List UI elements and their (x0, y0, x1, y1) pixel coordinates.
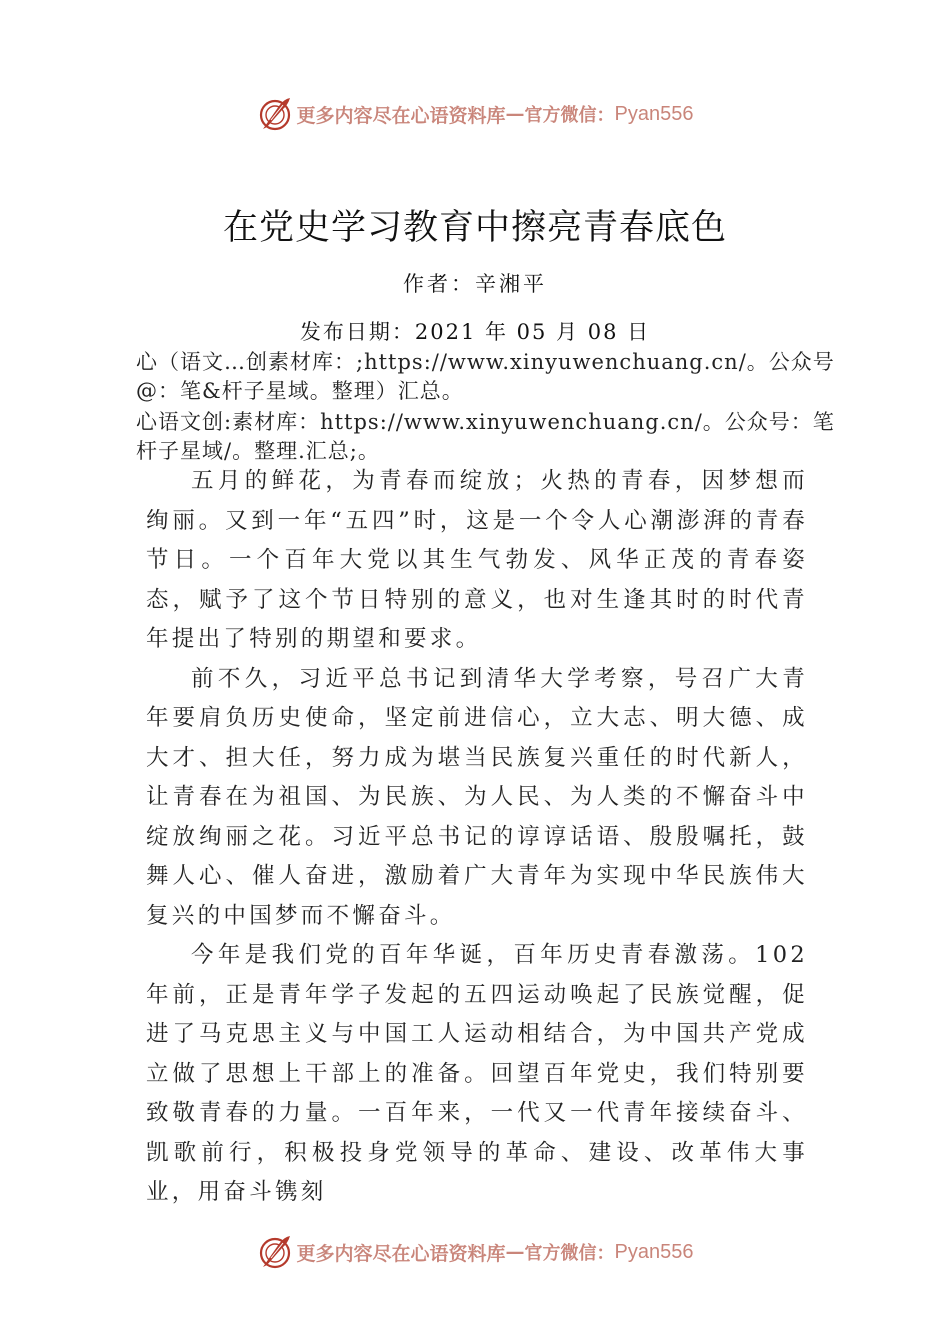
footer-banner (0, 1230, 950, 1274)
banner-dash: — (505, 103, 525, 125)
article-date: 发布日期：2021 年 05 月 08 日 (299, 320, 651, 344)
quill-logo-icon (257, 1234, 293, 1270)
source-line-2: 心语文创:素材库：https://www.xinyuwenchuang.cn/。公众号：笔杆子星域/。整理.汇总;。 (136, 410, 835, 463)
quill-logo-icon (257, 96, 293, 132)
paragraph: 五月的鲜花，为青春而绽放；火热的青春，因梦想而绚丽。又到一年“五四”时，这是一个令人心潮澎湃的青春节日。一个百年大党以其生气勃发、风华正茂的青春姿态，赋予了这个节日特别的意义，也对生逢其时的时代青年提出了特别的期望和要求。 (146, 468, 808, 652)
banner-wechat-id: Pyan556 (614, 1240, 694, 1263)
banner-wechat-label: 官方微信： (524, 1243, 615, 1264)
source-line-1: 心（语文…创素材库：;https://www.xinyuwenchuang.cn/。公众号@：笔&杆子星域。整理）汇总。 (136, 350, 835, 403)
banner-dash: — (505, 1241, 525, 1263)
paragraph: 今年是我们党的百年华诞，百年历史青春激荡。102 年前，正是青年学子发起的五四运动唤起了民族觉醒，促进了马克思主义与中国工人运动相结合，为中国共产党成立做了思想上干部上的准备。回望百年党史，我们特别要致敬青春的力量。一百年来，一代又一代青年接续奋斗、凯歌前行，积极投身党领导的革命、建设、改革伟大事业，用奋斗镌刻 (146, 942, 808, 1205)
header-banner (0, 92, 950, 136)
banner-text: 更多内容尽在心语资料库 (296, 1242, 506, 1265)
article-author: 作者：辛湘平 (403, 272, 547, 296)
article-title: 在党史学习教育中擦亮青春底色 (222, 208, 727, 248)
banner-text: 更多内容尽在心语资料库 (296, 104, 506, 127)
banner-wechat-label: 官方微信： (524, 105, 615, 126)
article-body (146, 462, 808, 1213)
paragraph: 前不久，习近平总书记到清华大学考察，号召广大青年要肩负历史使命，坚定前进信心，立大志、明大德、成大才、担大任，努力成为堪当民族复兴重任的时代新人，让青春在为祖国、为民族、为人民、为人类的不懈奋斗中绽放绚丽之花。习近平总书记的谆谆话语、殷殷嘱托，鼓舞人心、催人奋进，激励着广大青年为实现中华民族伟大复兴的中国梦而不懈奋斗。 (146, 665, 808, 929)
banner-wechat-id: Pyan556 (614, 102, 694, 125)
